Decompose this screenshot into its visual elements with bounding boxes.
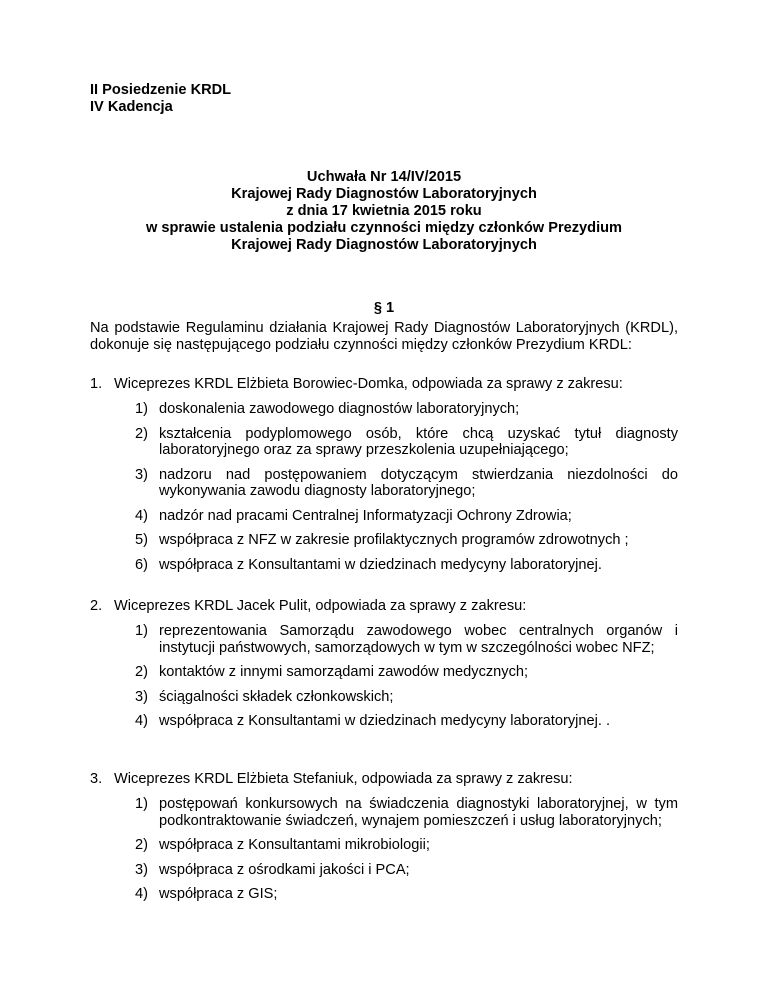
sub-list	[90, 796, 678, 903]
sub-item-number: 4)	[135, 713, 148, 729]
list-item-number: 3.	[90, 771, 103, 787]
sub-item	[135, 862, 678, 879]
resolution-date: z dnia 17 kwietnia 2015 roku	[286, 203, 482, 219]
sub-item-text: współpraca z GIS;	[159, 886, 278, 902]
sub-item	[135, 508, 678, 525]
sub-item-text: nadzór nad pracami Centralnej Informatyzacji Ochrony Zdrowia;	[159, 507, 572, 524]
sub-item	[135, 426, 678, 459]
list-item-1	[90, 376, 678, 573]
sub-list	[90, 623, 678, 730]
sub-item-text: współpraca z Konsultantami w dziedzinach medycyny laboratoryjnej.	[159, 556, 602, 573]
sub-item-number: 6)	[135, 556, 148, 573]
sub-item	[135, 886, 678, 903]
sub-item-number: 5)	[135, 532, 148, 548]
sub-item	[135, 796, 678, 829]
resolution-subject: w sprawie ustalenia podziału czynności między członków Prezydium	[145, 220, 623, 236]
sub-item-text: doskonalenia zawodowego diagnostów laboratoryjnych;	[159, 401, 520, 417]
sub-item	[135, 532, 678, 549]
sub-item	[135, 401, 678, 418]
sub-item-text: kształcenia podyplomowego osób, które chcą uzyskać tytuł diagnosty laboratoryjnego oraz za sprawy przeszkolenia uzupełniającego;	[159, 425, 678, 458]
sub-item-number: 2)	[135, 664, 148, 680]
meeting-name: II Posiedzenie KRDL	[90, 82, 232, 98]
resolution-number: Uchwała Nr 14/IV/2015	[306, 169, 462, 185]
sub-item-text: współpraca z Konsultantami w dziedzinach medycyny laboratoryjnej. .	[159, 713, 611, 729]
sub-item-number: 1)	[135, 623, 148, 639]
meeting-header	[90, 82, 231, 116]
list-item-title	[90, 376, 678, 393]
list-item-text: Wiceprezes KRDL Jacek Pulit, odpowiada za sprawy z zakresu:	[114, 598, 527, 614]
sub-item-number: 1)	[135, 401, 148, 417]
sub-item-number: 2)	[135, 837, 148, 853]
sub-item	[135, 557, 678, 574]
sub-item-number: 3)	[135, 688, 148, 705]
list-item-3	[90, 771, 678, 903]
sub-item-text: postępowań konkursowych na świadczenia diagnostyki laboratoryjnej, w tym podkontraktowanie świadczeń, wynajem pomieszczeń i usług laboratoryjnych;	[159, 796, 678, 829]
list-item-text: Wiceprezes KRDL Elżbieta Stefaniuk, odpowiada za sprawy z zakresu:	[114, 771, 573, 787]
list-item-title	[90, 771, 678, 788]
sub-item-number: 3)	[135, 466, 148, 483]
sub-item-text: kontaktów z innymi samorządami zawodów medycznych;	[159, 664, 529, 680]
term-name: IV Kadencja	[90, 99, 173, 115]
intro-paragraph: Na podstawie Regulaminu działania Krajowej Rady Diagnostów Laboratoryjnych (KRDL), dokonuje się następującego podziału czynności między członków Prezydium KRDL:	[90, 320, 678, 353]
sub-list	[90, 401, 678, 573]
sub-item-number: 1)	[135, 796, 148, 812]
sub-item-number: 2)	[135, 425, 148, 442]
sub-item	[135, 623, 678, 656]
list-item-text: Wiceprezes KRDL Elżbieta Borowiec-Domka, odpowiada za sprawy z zakresu:	[114, 376, 623, 392]
sub-item-text: nadzoru nad postępowaniem dotyczącym stwierdzania niezdolności do wykonywania zawodu diagnosty laboratoryjnego;	[159, 466, 678, 499]
sub-item	[135, 837, 678, 854]
sub-item-text: współpraca z ośrodkami jakości i PCA;	[159, 861, 410, 878]
resolution-body: Krajowej Rady Diagnostów Laboratoryjnych	[231, 186, 537, 202]
sub-item-text: współpraca z Konsultantami mikrobiologii;	[159, 837, 430, 853]
sub-item	[135, 664, 678, 681]
sub-item-text: reprezentowania Samorządu zawodowego wobec centralnych organów i instytucji państwowych, samorządowych w tym w szczególności wobec NFZ;	[159, 623, 678, 656]
sub-item-number: 3)	[135, 861, 148, 878]
sub-item-number: 4)	[135, 507, 148, 524]
sub-item-number: 4)	[135, 886, 148, 902]
sub-item	[135, 467, 678, 500]
resolution-title	[90, 169, 678, 254]
sub-item	[135, 713, 678, 730]
list-item-number: 2.	[90, 598, 103, 614]
list-item-number: 1.	[90, 376, 103, 392]
list-item-title	[90, 598, 678, 615]
sub-item-text: ściągalności składek członkowskich;	[159, 688, 394, 705]
list-item-2	[90, 598, 678, 730]
section-sign: § 1	[373, 300, 395, 316]
sub-item	[135, 689, 678, 706]
sub-item-text: współpraca z NFZ w zakresie profilaktycznych programów zdrowotnych ;	[159, 532, 629, 548]
resolution-subject-cont: Krajowej Rady Diagnostów Laboratoryjnych	[231, 237, 537, 253]
